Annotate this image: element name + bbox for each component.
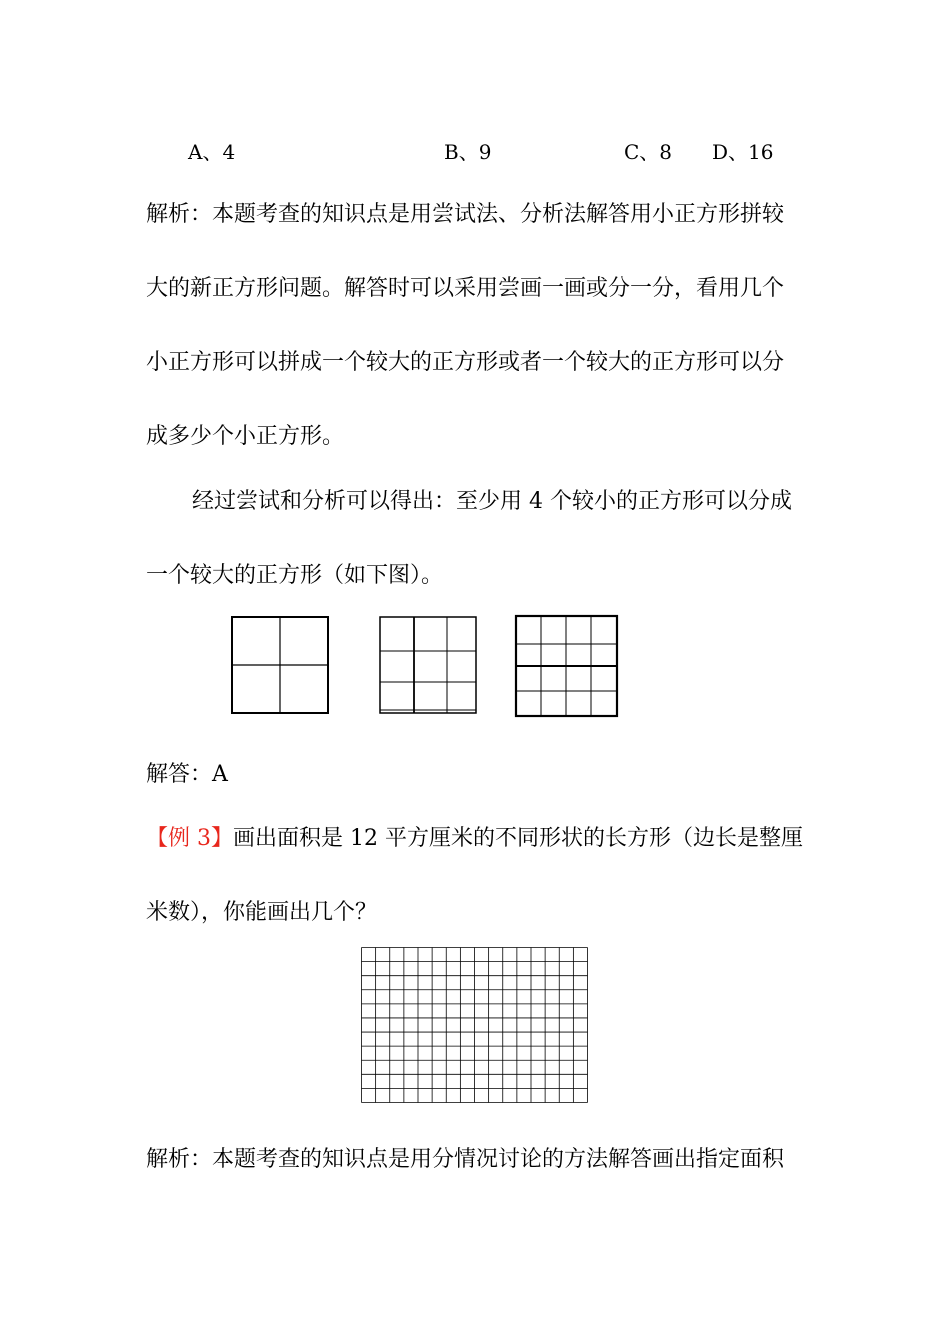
figure-2x2-square [231, 616, 329, 714]
analysis2-line-1: 解析：本题考查的知识点是用分情况讨论的方法解答画出指定面积 [146, 1147, 785, 1172]
grid-paper [361, 947, 588, 1103]
option-d: D、16 [712, 140, 774, 164]
option-a: A、4 [188, 140, 236, 164]
conclusion-line-2: 一个较大的正方形（如下图）。 [146, 563, 444, 588]
figure-4x4-square [515, 615, 618, 717]
example3-line-2: 米数），你能画出几个？ [146, 900, 378, 925]
option-c: C、8 [624, 140, 673, 164]
analysis-line-2: 大的新正方形问题。解答时可以采用尝画一画或分一分，看用几个 [146, 276, 785, 301]
example3-tag: 【例 3】 [146, 826, 233, 851]
option-b: B、9 [444, 140, 492, 164]
answer-text: 解答：A [146, 762, 228, 787]
analysis-line-4: 成多少个小正方形。 [146, 424, 345, 449]
example3-line-1 [146, 826, 803, 852]
figure-3x3-square [379, 616, 477, 714]
conclusion-line-1: 经过尝试和分析可以得出：至少用 4 个较小的正方形可以分成 [192, 489, 792, 514]
analysis-line-1: 解析：本题考查的知识点是用尝试法、分析法解答用小正方形拼较 [146, 202, 785, 227]
analysis-line-3: 小正方形可以拼成一个较大的正方形或者一个较大的正方形可以分 [146, 350, 785, 375]
example3-text: 画出面积是 12 平方厘米的不同形状的长方形（边长是整厘 [233, 826, 803, 851]
